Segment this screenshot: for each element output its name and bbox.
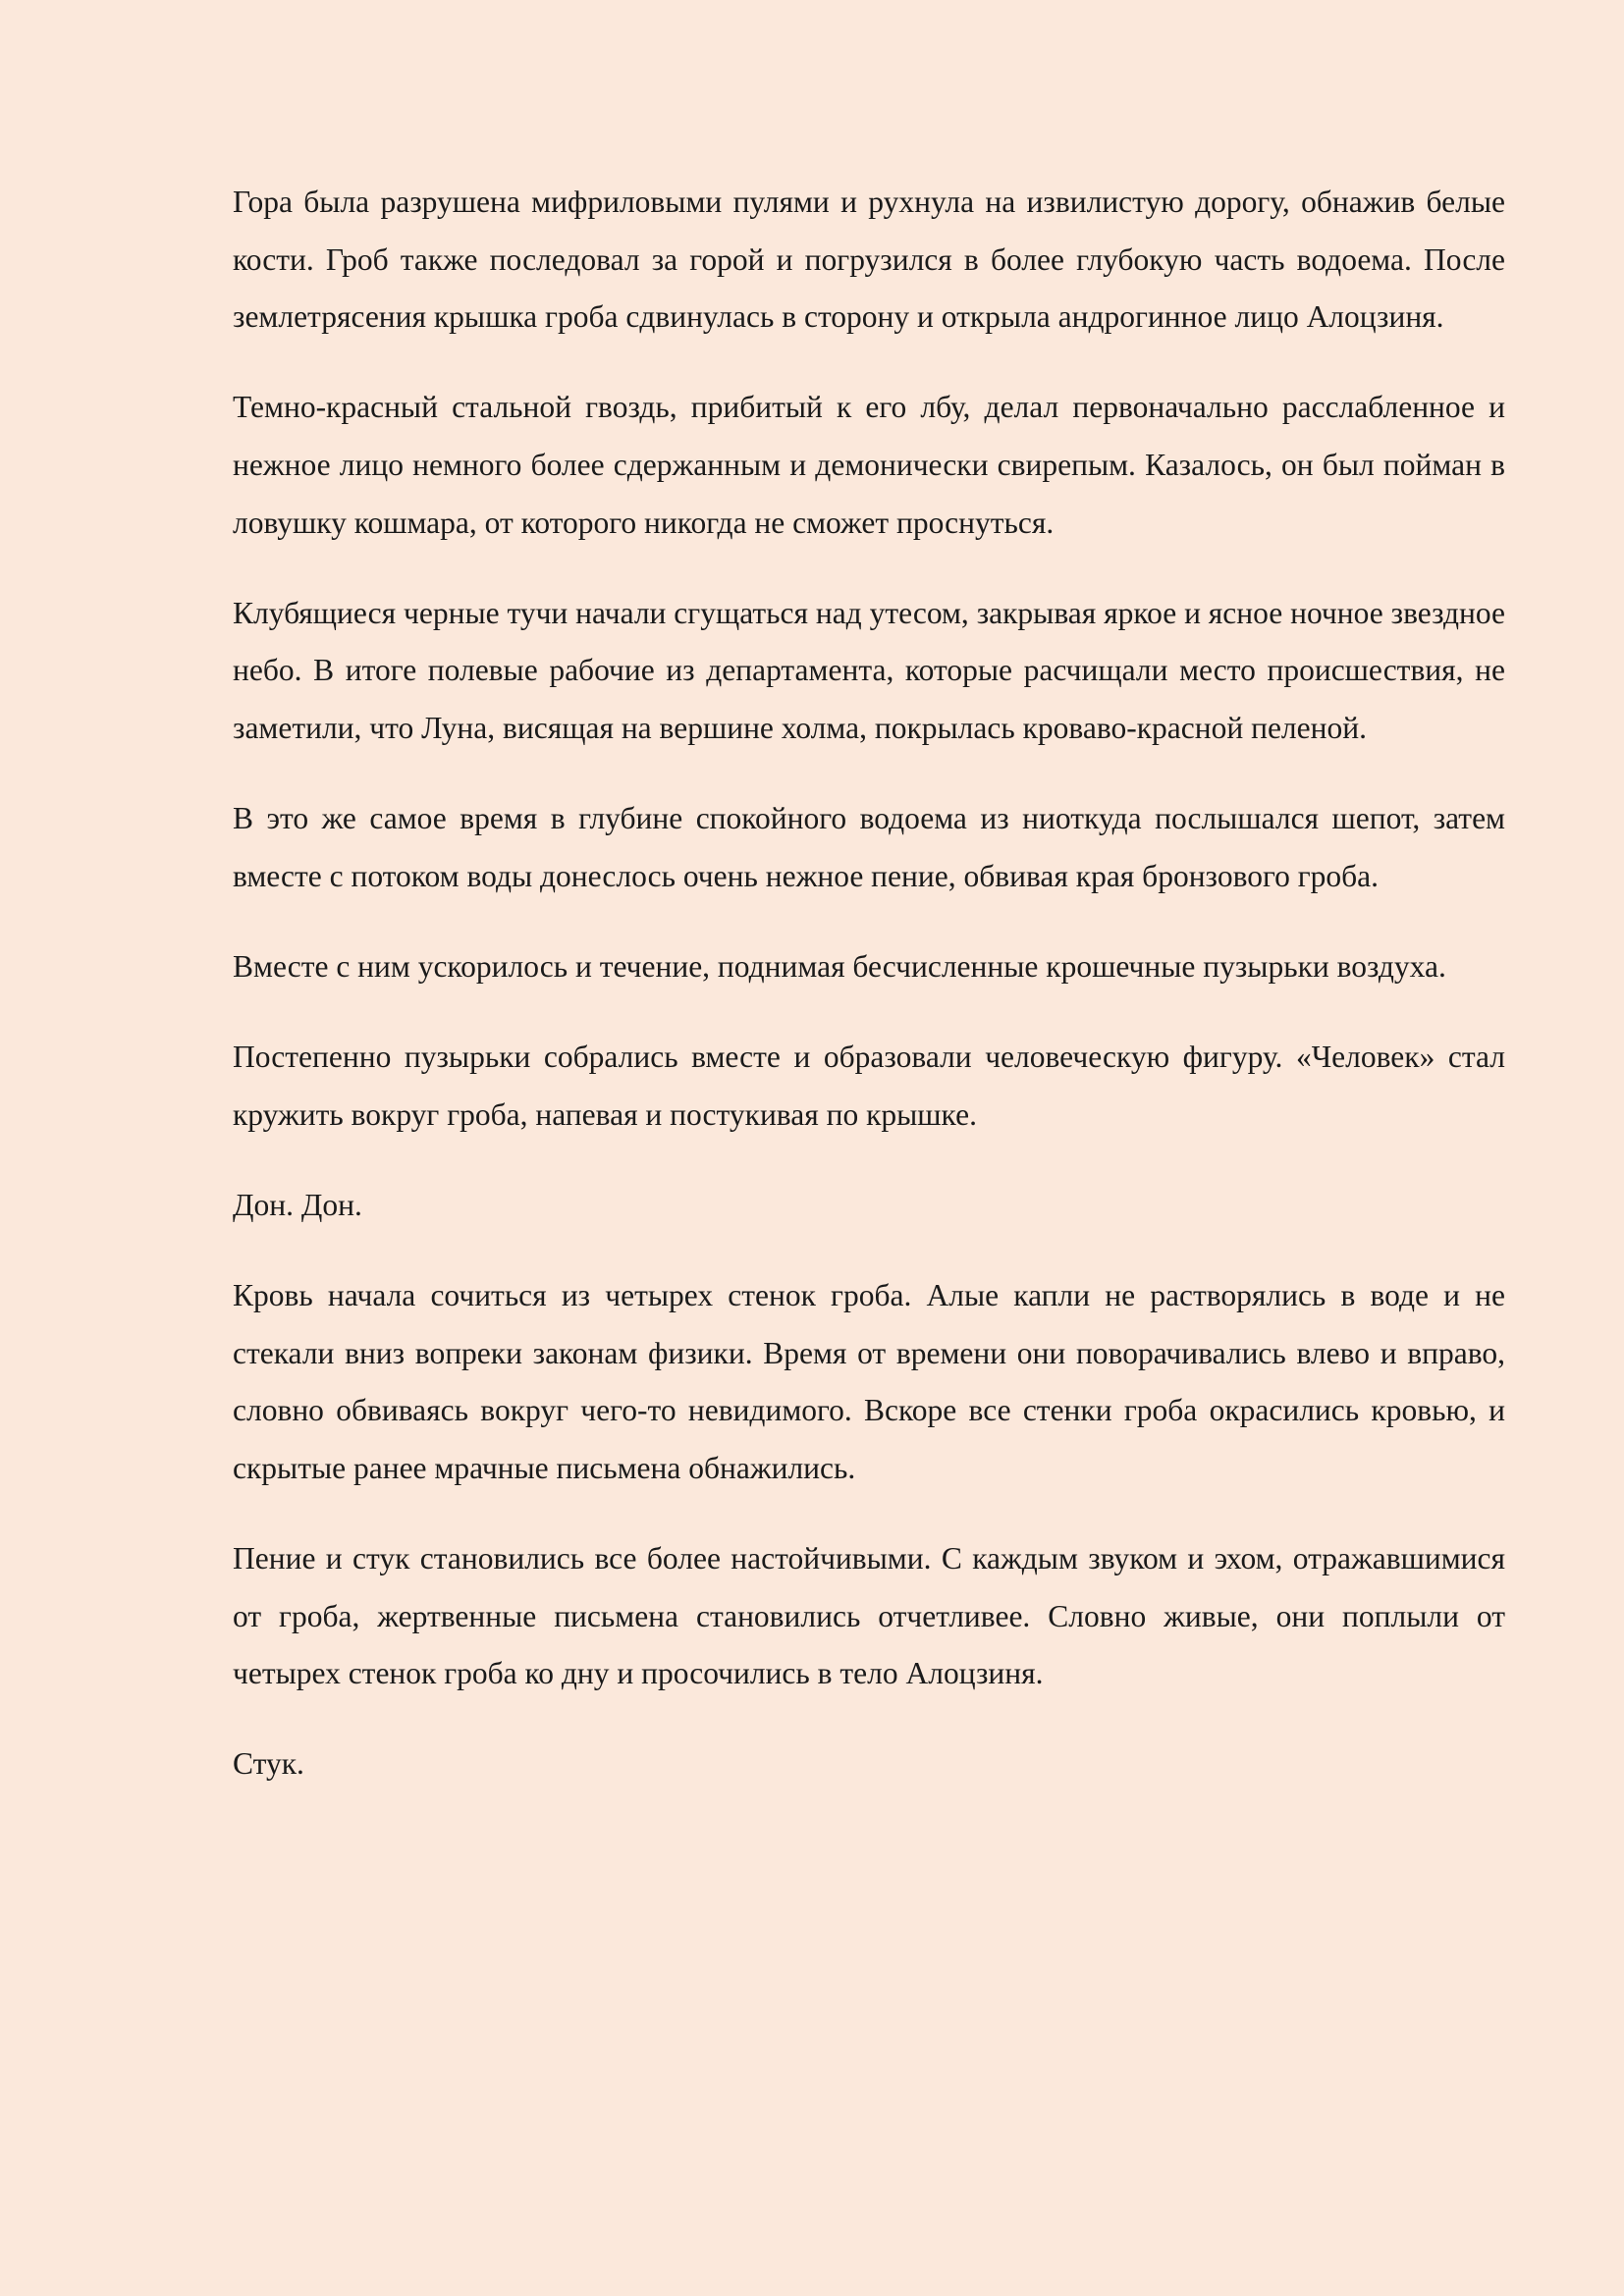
paragraph: Клубящиеся черные тучи начали сгущаться над утесом, закрывая яркое и ясное ночное звездное небо. В итоге полевые рабочие из департамента, которые расчищали место происшествия, не заметили, что Луна, висящая на вершине холма, покрылась кроваво-красной пеленой. — [233, 595, 1505, 745]
paragraph: Кровь начала сочиться из четырех стенок гроба. Алые капли не растворялись в воде и не стекали вниз вопреки законам физики. Время от времени они поворачивались влево и вправо, словно обвиваясь вокруг чего-то невидимого. Вскоре все стенки гроба окрасились кровью, и скрытые ранее мрачные письмена обнажились. — [233, 1278, 1505, 1485]
paragraph: В это же самое время в глубине спокойного водоема из ниоткуда послышался шепот, затем вместе с потоком воды донеслось очень нежное пение, обвивая края бронзового гроба. — [233, 801, 1505, 893]
paragraph: Вместе с ним ускорилось и течение, поднимая бесчисленные крошечные пузырьки воздуха. — [233, 948, 1446, 984]
paragraph: Дон. Дон. — [233, 1187, 362, 1222]
document-page — [233, 174, 1505, 1827]
paragraph: Гора была разрушена мифриловыми пулями и рухнула на извилистую дорогу, обнажив белые кости. Гроб также последовал за горой и погрузился в более глубокую часть водоема. После землетрясения крышка гроба сдвинулась в сторону и открыла андрогинное лицо Алоцзиня. — [233, 185, 1505, 335]
paragraph: Стук. — [233, 1746, 304, 1782]
paragraph: Пение и стук становились все более настойчивыми. С каждым звуком и эхом, отражавшимися от гроба, жертвенные письмена становились отчетливее. Словно живые, они поплыли от четырех стенок гроба ко дну и просочились в тело Алоцзиня. — [233, 1541, 1505, 1691]
paragraph: Постепенно пузырьки собрались вместе и образовали человеческую фигуру. «Человек» стал кружить вокруг гроба, напевая и постукивая по крышке. — [233, 1040, 1505, 1132]
paragraph: Темно-красный стальной гвоздь, прибитый к его лбу, делал первоначально расслабленное и нежное лицо немного более сдержанным и демонически свирепым. Казалось, он был пойман в ловушку кошмара, от которого никогда не сможет проснуться. — [233, 390, 1505, 540]
